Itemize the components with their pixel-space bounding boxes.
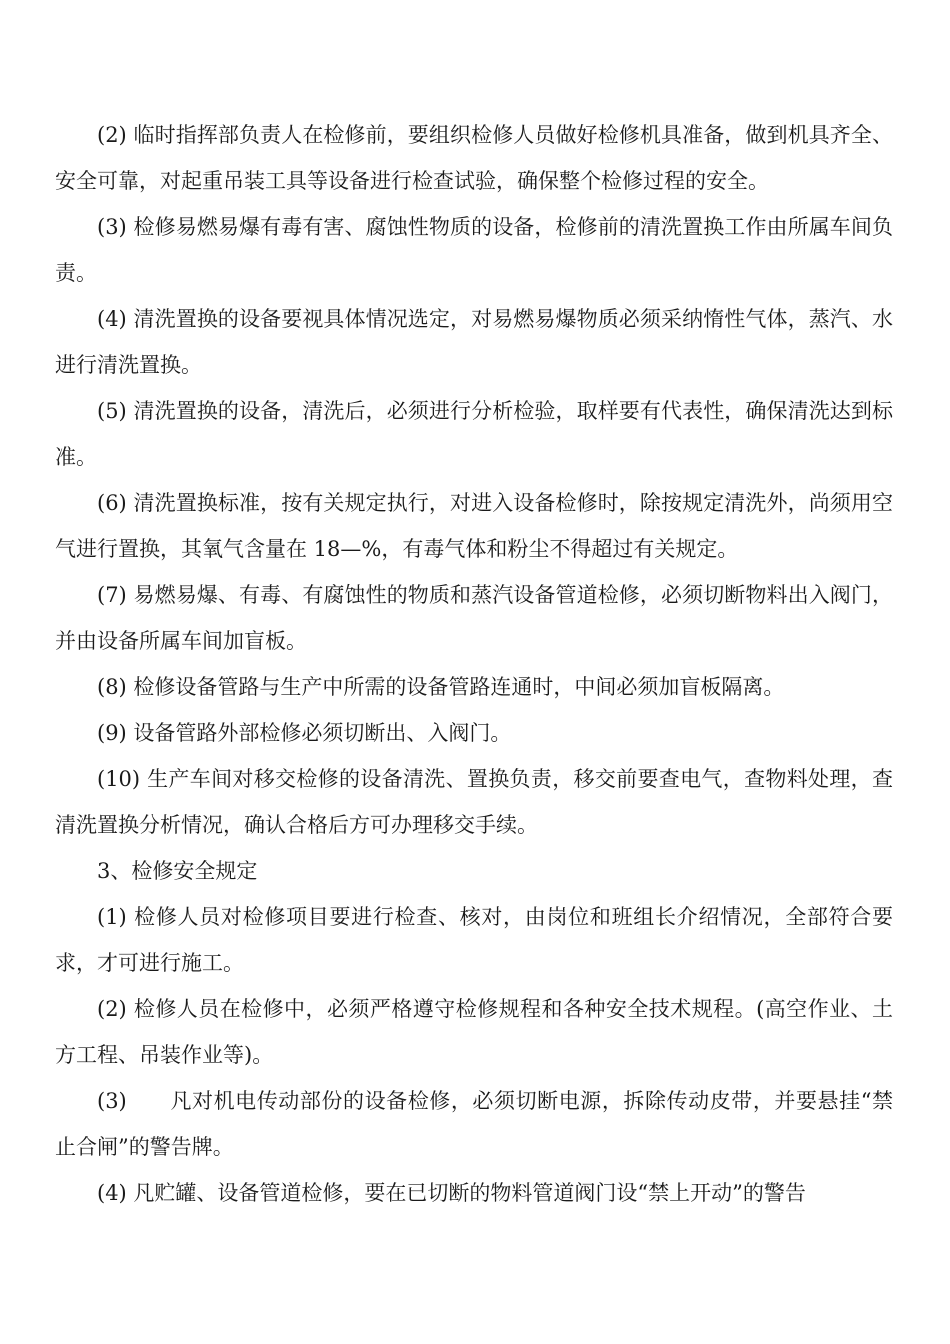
- paragraph-4-cleaning-replacement-method: (4) 清洗置换的设备要视具体情况选定，对易燃易爆物质必须采纳惰性气体，蒸汽、水进行清洗置换。: [55, 307, 893, 377]
- section-heading-maintenance-safety: 3、检修安全规定: [97, 859, 258, 883]
- section-paragraph-2-follow-regulations: (2) 检修人员在检修中，必须严格遵守检修规程和各种安全技术规程。(高空作业、土方工程、吊装作业等)。: [55, 997, 893, 1067]
- paragraph-10-handover-responsibility: (10) 生产车间对移交检修的设备清洗、置换负责，移交前要查电气，查物料处理，查清洗置换分析情况，确认合格后方可办理移交手续。: [55, 767, 893, 837]
- paragraph-9-external-pipe-repair: (9) 设备管路外部检修必须切断出、入阀门。: [97, 721, 512, 745]
- section-paragraph-1-inspection-check: (1) 检修人员对检修项目要进行检查、核对，由岗位和班组长介绍情况，全部符合要求，才可进行施工。: [55, 905, 893, 975]
- document-body: [55, 112, 893, 1216]
- paragraph-2-tool-preparation: (2) 临时指挥部负责人在检修前，要组织检修人员做好检修机具准备，做到机具齐全、安全可靠，对起重吊装工具等设备进行检查试验，确保整个检修过程的安全。: [55, 123, 893, 193]
- paragraph-6-replacement-standard: (6) 清洗置换标准，按有关规定执行，对进入设备检修时，除按规定清洗外，尚须用空气进行置换，其氧气含量在 18—%，有毒气体和粉尘不得超过有关规定。: [55, 491, 893, 561]
- paragraph-5-analysis-inspection: (5) 清洗置换的设备，清洗后，必须进行分析检验，取样要有代表性，确保清洗达到标准。: [55, 399, 893, 469]
- paragraph-3-hazardous-equipment-cleaning: (3) 检修易燃易爆有毒有害、腐蚀性物质的设备，检修前的清洗置换工作由所属车间负责。: [55, 215, 893, 285]
- paragraph-8-pipe-isolation: (8) 检修设备管路与生产中所需的设备管路连通时，中间必须加盲板隔离。: [97, 675, 785, 699]
- section-paragraph-3-power-cutoff: (3) 凡对机电传动部份的设备检修，必须切断电源，拆除传动皮带，并要悬挂“禁止合闸”的警告牌。: [55, 1089, 893, 1159]
- section-paragraph-4-tank-pipe-warning: (4) 凡贮罐、设备管道检修，要在已切断的物料管道阀门设“禁上开动”的警告: [97, 1181, 806, 1205]
- paragraph-7-valve-cutoff-blind-plate: (7) 易燃易爆、有毒、有腐蚀性的物质和蒸汽设备管道检修，必须切断物料出入阀门，并由设备所属车间加盲板。: [55, 583, 893, 653]
